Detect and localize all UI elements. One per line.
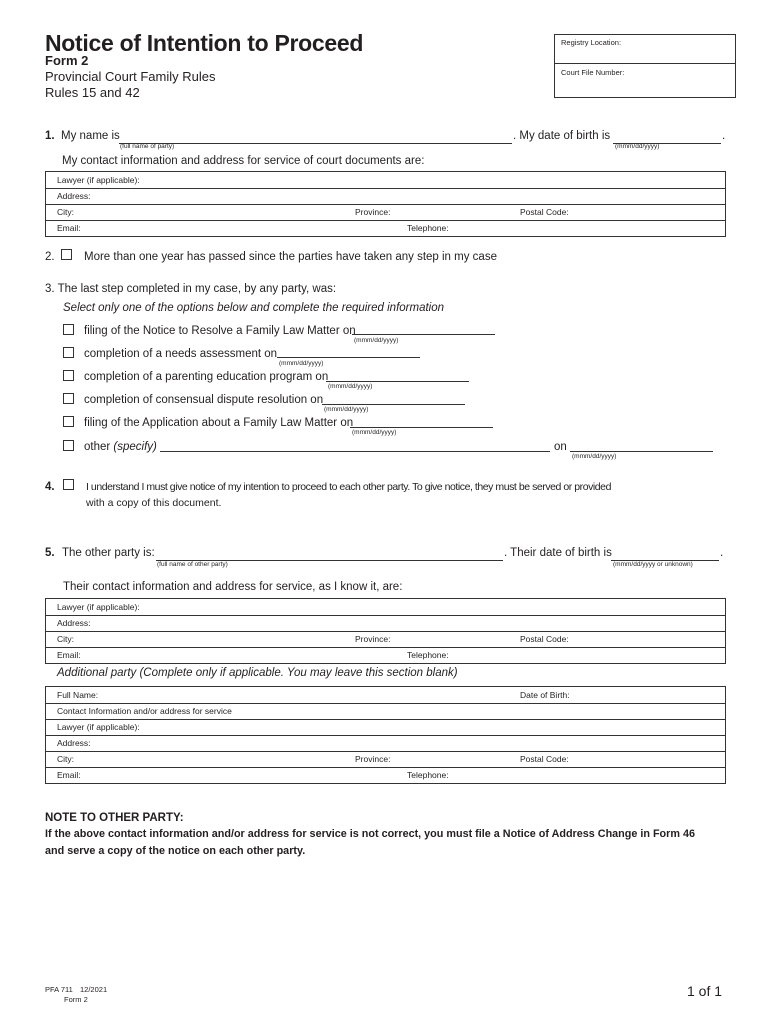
registry-box (554, 34, 736, 98)
s3-opt6-on: on (554, 441, 567, 453)
s4-number: 4. (45, 481, 55, 493)
ap-email-field[interactable]: Email: (57, 770, 81, 780)
s4-line2: with a copy of this document. (86, 497, 222, 509)
s1-postal-field[interactable]: Postal Code: (520, 207, 569, 217)
s3-intro: 3. The last step completed in my case, by any party, was: (45, 283, 337, 295)
page-number: 1 of 1 (687, 983, 723, 999)
s1-period: . (722, 130, 726, 142)
page-title: Notice of Intention to Proceed (45, 30, 364, 56)
rules-name: Provincial Court Family Rules (45, 69, 216, 84)
s1-contact-intro: My contact information and address for service of court documents are: (62, 155, 425, 167)
s3-opt4-date-field[interactable] (322, 404, 465, 405)
ap-address-field[interactable]: Address: (57, 738, 91, 748)
s4-checkbox[interactable] (63, 479, 74, 490)
s1-dob-hint: (mmm/dd/yyyy) (615, 143, 660, 150)
s1-lawyer-field[interactable]: Lawyer (if applicable): (57, 175, 140, 185)
s3-opt3-date-field[interactable] (326, 381, 469, 382)
s5-period: . (720, 547, 724, 559)
s5-contact-table (45, 598, 726, 664)
s5-lawyer-field[interactable]: Lawyer (if applicable): (57, 602, 140, 612)
s3-opt4-date-hint: (mmm/dd/yyyy) (324, 406, 369, 413)
s1-province-field[interactable]: Province: (355, 207, 391, 217)
s5-label: The other party is: (62, 547, 155, 559)
s3-opt5-date-field[interactable] (350, 427, 493, 428)
s1-contact-table (45, 171, 726, 237)
registry-location-label: Registry Location: (561, 38, 622, 47)
s3-opt5-checkbox[interactable] (63, 416, 74, 427)
s3-opt6-date-field[interactable] (570, 451, 713, 452)
s3-opt5-date-hint: (mmm/dd/yyyy) (352, 429, 397, 436)
s1-name-label: My name is (61, 130, 120, 142)
s3-opt3-text: completion of a parenting education program on (84, 371, 329, 383)
ap-contact-info-field[interactable]: Contact Information and/or address for service (57, 706, 232, 716)
s3-opt1-text: filing of the Notice to Resolve a Family Law Matter on (84, 325, 356, 337)
s3-opt2-checkbox[interactable] (63, 347, 74, 358)
note-heading: NOTE TO OTHER PARTY: (45, 812, 184, 824)
s3-opt2-date-hint: (mmm/dd/yyyy) (279, 360, 324, 367)
s5-number: 5. (45, 547, 55, 559)
s3-opt4-checkbox[interactable] (63, 393, 74, 404)
s2-checkbox[interactable] (61, 249, 72, 260)
s3-opt1-checkbox[interactable] (63, 324, 74, 335)
s3-opt6-date-hint: (mmm/dd/yyyy) (572, 453, 617, 460)
s3-opt6-text (84, 441, 157, 453)
ap-telephone-field[interactable]: Telephone: (407, 770, 449, 780)
s3-opt6-other: other (84, 441, 111, 453)
s3-opt1-date-field[interactable] (352, 334, 495, 335)
ap-province-field[interactable]: Province: (355, 754, 391, 764)
ap-dob-field[interactable]: Date of Birth: (520, 690, 570, 700)
s5-email-field[interactable]: Email: (57, 650, 81, 660)
s3-opt6-specify-field[interactable] (160, 451, 550, 452)
s5-dob-hint: (mmm/dd/yyyy or unknown) (613, 561, 693, 568)
footer-code: PFA 711 (45, 985, 73, 994)
s1-city-field[interactable]: City: (57, 207, 74, 217)
s3-opt5-text: filing of the Application about a Family Law Matter on (84, 417, 354, 429)
s1-dob-label: . My date of birth is (513, 130, 611, 142)
note-line1: If the above contact information and/or address for service is not correct, you must file a Notice of Address Change in Form 46 (45, 828, 695, 840)
note-line2: and serve a copy of the notice on each other party. (45, 845, 306, 857)
s3-opt1-date-hint: (mmm/dd/yyyy) (354, 337, 399, 344)
s1-telephone-field[interactable]: Telephone: (407, 223, 449, 233)
s5-address-field[interactable]: Address: (57, 618, 91, 628)
s5-dob-label: . Their date of birth is (504, 547, 612, 559)
ap-city-field[interactable]: City: (57, 754, 74, 764)
s4-line1: I understand I must give notice of my intention to proceed to each other party. To give notice, they must be served or provided (86, 481, 611, 493)
s5-postal-field[interactable]: Postal Code: (520, 634, 569, 644)
s5-telephone-field[interactable]: Telephone: (407, 650, 449, 660)
s1-name-hint: (full name of party) (120, 143, 175, 150)
ap-postal-field[interactable]: Postal Code: (520, 754, 569, 764)
footer-date: 12/2021 (80, 985, 108, 994)
s3-opt3-checkbox[interactable] (63, 370, 74, 381)
additional-party-heading: Additional party (Complete only if applicable. You may leave this section blank) (57, 667, 458, 679)
s3-opt6-checkbox[interactable] (63, 440, 74, 451)
s3-opt2-date-field[interactable] (277, 357, 420, 358)
s3-opt2-text: completion of a needs assessment on (84, 348, 278, 360)
s5-name-hint: (full name of other party) (157, 561, 228, 568)
s1-number: 1. (45, 130, 55, 142)
s1-name-field[interactable] (119, 143, 512, 144)
s3-opt6-specify: (specify) (113, 441, 157, 453)
s3-instruction: Select only one of the options below and complete the required information (63, 302, 445, 314)
footer-form: Form 2 (64, 995, 88, 1004)
s3-opt3-date-hint: (mmm/dd/yyyy) (328, 383, 373, 390)
s5-province-field[interactable]: Province: (355, 634, 391, 644)
s1-email-field[interactable]: Email: (57, 223, 81, 233)
s2-number: 2. (45, 251, 55, 263)
ap-full-name-field[interactable]: Full Name: (57, 690, 99, 700)
s5-contact-intro: Their contact information and address for service, as I know it, are: (63, 581, 403, 593)
s5-city-field[interactable]: City: (57, 634, 74, 644)
s3-opt4-text: completion of consensual dispute resolution on (84, 394, 324, 406)
additional-party-table (45, 686, 726, 784)
rules-numbers: Rules 15 and 42 (45, 85, 140, 100)
court-file-number-label: Court File Number: (561, 68, 625, 77)
s1-address-field[interactable]: Address: (57, 191, 91, 201)
form-number: Form 2 (45, 53, 89, 68)
ap-lawyer-field[interactable]: Lawyer (if applicable): (57, 722, 140, 732)
s2-text: More than one year has passed since the parties have taken any step in my case (84, 251, 497, 263)
